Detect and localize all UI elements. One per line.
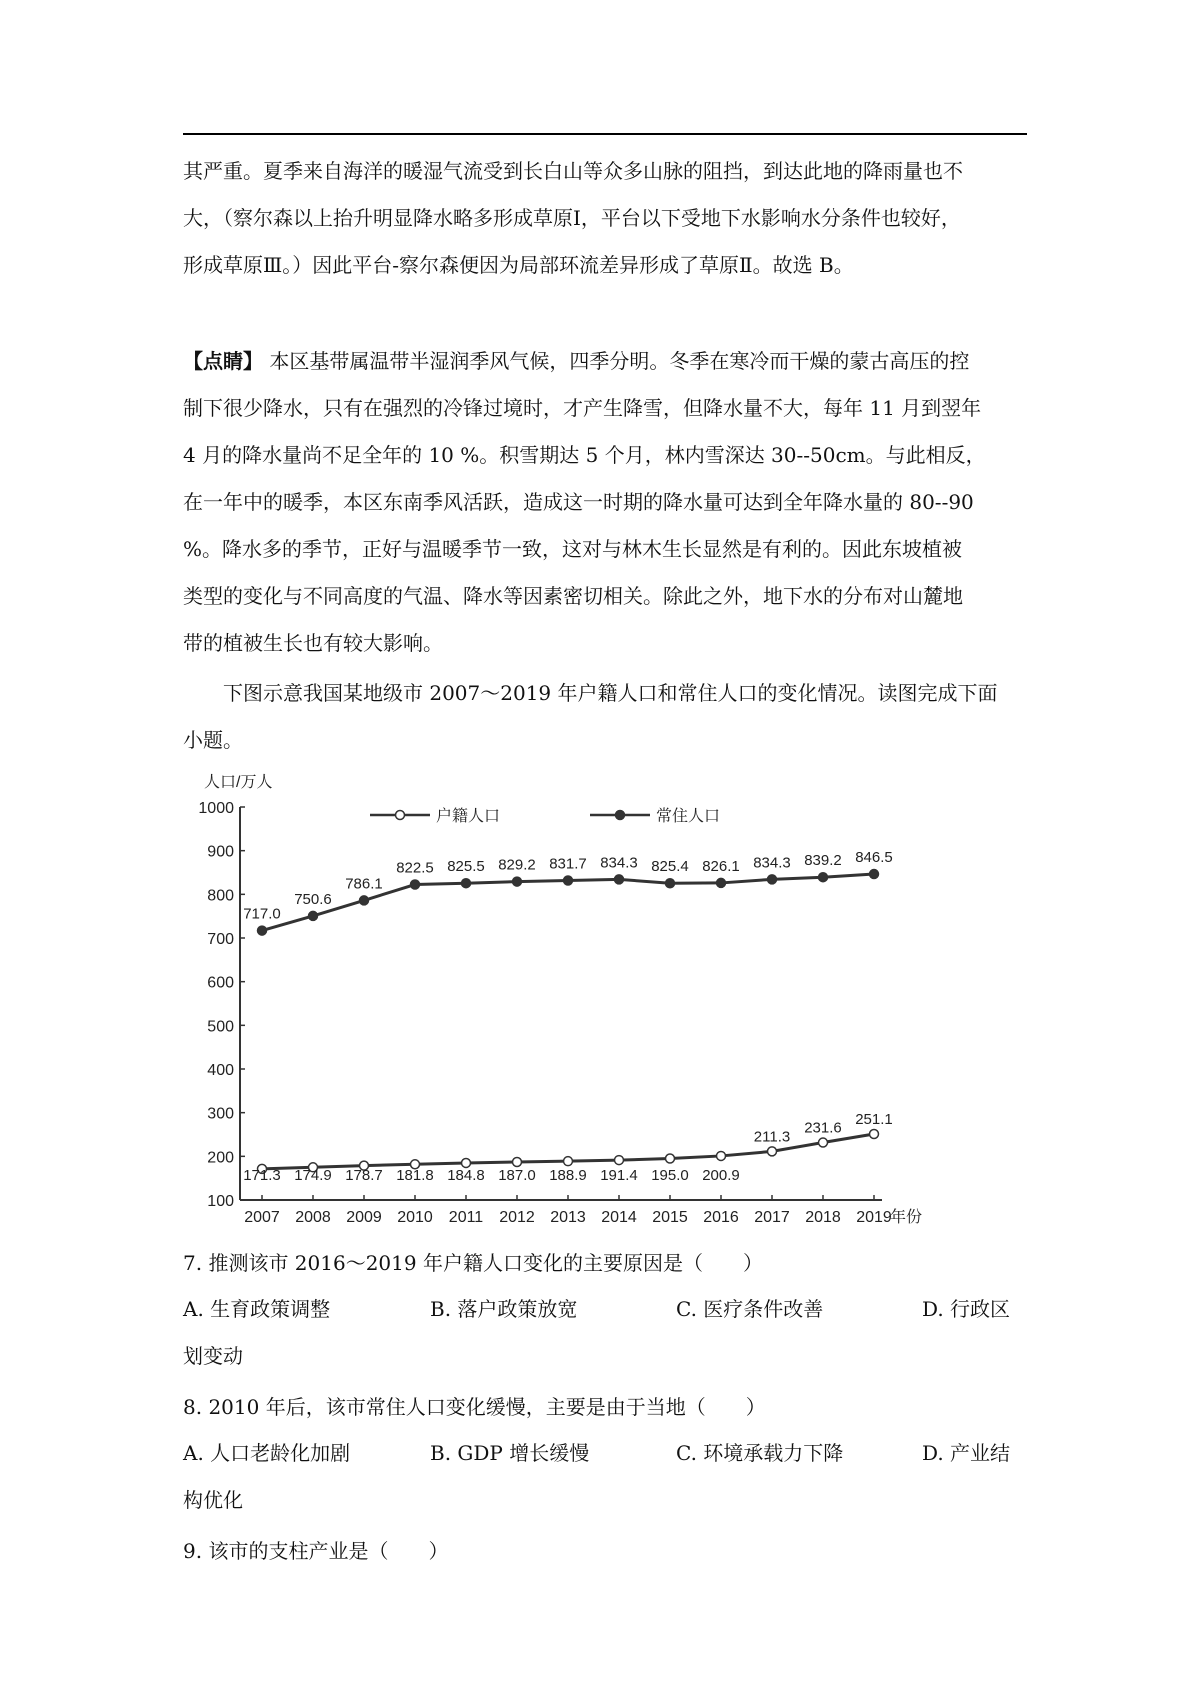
data-point bbox=[564, 876, 573, 885]
explanation-paragraph bbox=[183, 148, 1028, 289]
text-line: %。降水多的季节，正好与温暖季节一致，这对与林木生长显然是有利的。因此东坡植被 bbox=[183, 537, 963, 561]
text-line: 类型的变化与不同高度的气温、降水等因素密切相关。除此之外，地下水的分布对山麓地 bbox=[183, 584, 963, 608]
y-tick-label: 1000 bbox=[198, 800, 234, 817]
x-tick-label: 2010 bbox=[397, 1209, 433, 1226]
data-point bbox=[768, 1147, 777, 1156]
data-point bbox=[462, 879, 471, 888]
text-line: 形成草原Ⅲ。）因此平台-察尔森便因为局部环流差异形成了草原Ⅱ。故选 B。 bbox=[183, 253, 854, 277]
header-rule bbox=[183, 133, 1027, 135]
q8-option-d[interactable]: D. 产业结 bbox=[922, 1441, 1011, 1465]
legend-marker bbox=[616, 811, 625, 820]
y-tick-label: 700 bbox=[207, 931, 234, 948]
x-tick-label: 2011 bbox=[448, 1209, 484, 1226]
data-point bbox=[309, 911, 318, 920]
data-label: 829.2 bbox=[498, 856, 536, 874]
data-label: 171.3 bbox=[243, 1167, 281, 1184]
y-tick-label: 300 bbox=[207, 1105, 234, 1123]
data-point bbox=[666, 879, 675, 888]
data-point bbox=[615, 875, 624, 884]
data-label: 188.9 bbox=[549, 1167, 587, 1184]
x-tick-label: 2013 bbox=[550, 1209, 586, 1226]
data-point bbox=[717, 878, 726, 887]
question-9-stem: 9. 该市的支柱产业是（ ） bbox=[183, 1539, 449, 1563]
data-point bbox=[819, 873, 828, 882]
data-label: 846.5 bbox=[855, 849, 893, 867]
population-line-chart bbox=[180, 765, 960, 1235]
data-point bbox=[870, 870, 879, 879]
x-tick-label: 2017 bbox=[754, 1209, 790, 1226]
q7-option-d-continuation: 划变动 bbox=[183, 1344, 243, 1368]
q7-option-a[interactable]: A. 生育政策调整 bbox=[183, 1297, 331, 1321]
data-label: 174.9 bbox=[294, 1167, 332, 1184]
data-label: 184.8 bbox=[447, 1167, 485, 1184]
q8-option-c[interactable]: C. 环境承载力下降 bbox=[676, 1441, 844, 1465]
y-axis-label: 人口/万人 bbox=[204, 774, 273, 791]
data-point bbox=[360, 896, 369, 905]
data-label: 750.6 bbox=[294, 890, 332, 908]
data-label: 717.0 bbox=[243, 905, 281, 923]
data-label: 822.5 bbox=[396, 859, 434, 877]
data-label: 211.3 bbox=[753, 1128, 791, 1146]
x-tick-label: 2015 bbox=[652, 1209, 688, 1226]
data-label: 191.4 bbox=[600, 1167, 638, 1184]
y-tick-label: 100 bbox=[207, 1193, 234, 1210]
x-tick-label: 2016 bbox=[703, 1209, 739, 1226]
dianjing-paragraph bbox=[183, 338, 1028, 667]
data-label: 826.1 bbox=[702, 857, 740, 875]
x-axis-label: 年份 bbox=[890, 1209, 923, 1226]
data-point bbox=[717, 1151, 726, 1160]
y-tick-label: 400 bbox=[207, 1062, 234, 1079]
data-point bbox=[513, 877, 522, 886]
text-line: 其严重。夏季来自海洋的暖湿气流受到长白山等众多山脉的阻挡，到达此地的降雨量也不 bbox=[183, 159, 963, 183]
data-point bbox=[768, 875, 777, 884]
data-label: 825.4 bbox=[651, 858, 689, 876]
data-point bbox=[564, 1157, 573, 1166]
text-line: 4 月的降水量尚不足全年的 10 %。积雪期达 5 个月，林内雪深达 30--50cm。与此相反， bbox=[183, 443, 986, 467]
data-label: 178.7 bbox=[345, 1167, 383, 1184]
q7-option-b[interactable]: B. 落户政策放宽 bbox=[430, 1297, 578, 1321]
text-fragment: 本区基带属温带半湿润季风气候，四季分明。冬季在寒冷而干燥的蒙古高压的控 bbox=[263, 349, 970, 373]
data-label: 187.0 bbox=[498, 1167, 536, 1184]
x-tick-label: 2012 bbox=[499, 1209, 535, 1226]
data-point bbox=[513, 1158, 522, 1167]
data-label: 251.1 bbox=[855, 1111, 893, 1129]
legend-marker bbox=[396, 811, 405, 820]
data-point bbox=[411, 880, 420, 889]
legend-label: 常住人口 bbox=[656, 808, 721, 825]
question-7-stem: 7. 推测该市 2016～2019 年户籍人口变化的主要原因是（ ） bbox=[183, 1251, 763, 1275]
text-line: 大，（察尔森以上抬升明显降水略多形成草原Ⅰ，平台以下受地下水影响水分条件也较好， bbox=[183, 206, 961, 230]
data-label: 831.7 bbox=[549, 855, 587, 873]
text-line: 下图示意我国某地级市 2007～2019 年户籍人口和常住人口的变化情况。读图完成下面 bbox=[183, 681, 998, 705]
data-label: 181.8 bbox=[396, 1167, 434, 1184]
data-label: 200.9 bbox=[702, 1167, 740, 1184]
x-tick-label: 2007 bbox=[244, 1209, 280, 1226]
x-tick-label: 2008 bbox=[295, 1209, 331, 1226]
data-point bbox=[819, 1138, 828, 1147]
text-line: 带的植被生长也有较大影响。 bbox=[183, 631, 443, 655]
data-label: 825.5 bbox=[447, 858, 485, 876]
intro-paragraph bbox=[183, 670, 1028, 764]
y-tick-label: 500 bbox=[207, 1018, 234, 1036]
y-tick-label: 200 bbox=[207, 1149, 234, 1167]
x-tick-label: 2009 bbox=[346, 1209, 382, 1226]
data-label: 839.2 bbox=[804, 852, 842, 870]
data-point bbox=[258, 926, 267, 935]
text-line: 小题。 bbox=[183, 728, 243, 752]
data-label: 834.3 bbox=[600, 854, 638, 872]
q7-option-c[interactable]: C. 医疗条件改善 bbox=[676, 1297, 824, 1321]
x-tick-label: 2019 bbox=[856, 1209, 892, 1226]
x-tick-label: 2018 bbox=[805, 1209, 841, 1226]
data-label: 834.3 bbox=[753, 854, 791, 872]
legend-label: 户籍人口 bbox=[436, 808, 501, 825]
text-line bbox=[183, 338, 1028, 385]
data-label: 231.6 bbox=[804, 1119, 842, 1137]
data-point bbox=[615, 1156, 624, 1165]
text-line: 在一年中的暖季，本区东南季风活跃，造成这一时期的降水量可达到全年降水量的 80--90 bbox=[183, 490, 974, 514]
data-label: 786.1 bbox=[345, 875, 383, 893]
q7-option-d[interactable]: D. 行政区 bbox=[922, 1297, 1011, 1321]
data-point bbox=[666, 1154, 675, 1163]
data-label: 195.0 bbox=[651, 1167, 689, 1184]
y-tick-label: 600 bbox=[207, 974, 234, 992]
x-tick-label: 2014 bbox=[601, 1209, 637, 1226]
y-tick-label: 800 bbox=[207, 887, 234, 905]
data-point bbox=[870, 1130, 879, 1139]
y-tick-label: 900 bbox=[207, 843, 234, 861]
text-line: 制下很少降水，只有在强烈的冷锋过境时，才产生降雪，但降水量不大，每年 11 月到翌年 bbox=[183, 396, 982, 420]
q8-option-b[interactable]: B. GDP 增长缓慢 bbox=[430, 1441, 590, 1465]
q8-option-a[interactable]: A. 人口老龄化加剧 bbox=[183, 1441, 351, 1465]
dianjing-tag: 【点睛】 bbox=[183, 349, 263, 373]
q8-option-d-continuation: 构优化 bbox=[183, 1488, 243, 1512]
question-8-stem: 8. 2010 年后，该市常住人口变化缓慢，主要是由于当地（ ） bbox=[183, 1395, 766, 1419]
